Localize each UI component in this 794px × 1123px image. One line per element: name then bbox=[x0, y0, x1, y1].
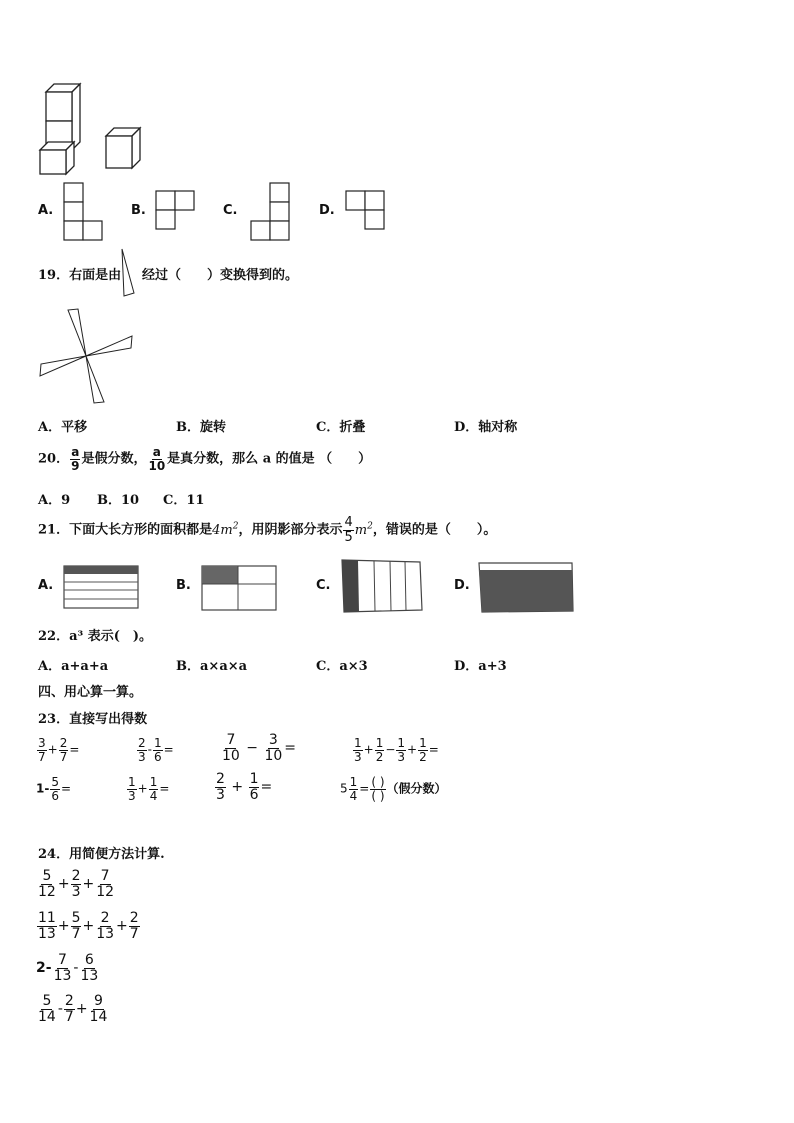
q21-option-c-label[interactable]: C. bbox=[316, 578, 331, 593]
option-d-label[interactable]: D. bbox=[319, 203, 335, 218]
q23-expr-3: $\frac{7}{10}$ − $\frac{3}{10}$ = bbox=[222, 732, 297, 764]
q19-option-c-letter: C． bbox=[316, 420, 340, 435]
q21-option-b-label[interactable]: B. bbox=[176, 578, 191, 593]
q22-option-d[interactable]: D．a+3 bbox=[454, 659, 507, 674]
q22-option-b[interactable]: B．a×a×a bbox=[176, 659, 248, 674]
option-b-shape[interactable] bbox=[155, 190, 197, 232]
fraction: $\frac{4}{5}$ bbox=[344, 515, 353, 545]
q21-option-a-label[interactable]: A. bbox=[38, 578, 54, 593]
q22-option-c[interactable]: C．a×3 bbox=[316, 659, 368, 674]
q24-expr-2: $\frac{11}{13}$ + $\frac{5}{7}$ + $\frac{2}{13}$ + $\frac{2}{7}$ bbox=[38, 910, 139, 942]
q19-text-a: 右面是由 bbox=[69, 268, 122, 283]
q19-option-c-text: 折叠 bbox=[339, 420, 366, 435]
q19-option-b[interactable] bbox=[176, 416, 226, 435]
q19-option-b-text: 旋转 bbox=[200, 420, 227, 435]
pinwheel-figure bbox=[36, 308, 136, 404]
q24-expr-1: $\frac{5}{12}$ + $\frac{2}{3}$ + $\frac{7}{12}$ bbox=[38, 868, 115, 900]
q24-expr-3: 2- $\frac{7}{13}$ - $\frac{6}{13}$ bbox=[36, 952, 99, 984]
option-c-label[interactable]: C. bbox=[223, 203, 238, 218]
q19-number: 19． bbox=[38, 268, 70, 283]
q21-line: 21．下面大长方形的面积都是$4m^2$，用阴影部分表示 $\frac{4}{5}$ $m^2$，错误的是（ ）。 bbox=[38, 515, 497, 545]
q21-option-a-rect[interactable] bbox=[62, 564, 140, 610]
option-d-shape[interactable] bbox=[345, 190, 387, 232]
fraction: $\frac{a}{9}$ bbox=[71, 445, 80, 473]
q22-option-a[interactable]: A．a+a+a bbox=[38, 659, 109, 674]
q19-option-d-letter: D． bbox=[454, 420, 479, 435]
q19-option-d[interactable] bbox=[454, 416, 517, 435]
section-heading: 四、用心算一算。 bbox=[38, 685, 143, 700]
fraction: $\frac{a}{10}$ bbox=[148, 445, 166, 473]
q20-number: 20． bbox=[38, 451, 70, 467]
triangle-icon bbox=[120, 248, 136, 298]
q24-expr-4: $\frac{5}{14}$ - $\frac{2}{7}$ + $\frac{9}{14}$ bbox=[38, 993, 108, 1025]
q22-line: 22．a³ 表示( )。 bbox=[38, 629, 153, 644]
q20-option-c[interactable]: C．11 bbox=[163, 493, 205, 508]
q20-text-b: 是真分数，那么 a 的值是 （ ） bbox=[167, 451, 372, 467]
q19-option-a-letter: A． bbox=[38, 420, 62, 435]
q19-text-b: 经过（ ）变换得到的。 bbox=[142, 268, 299, 283]
q19-option-a-text: 平移 bbox=[61, 420, 88, 435]
cube-stack-figure bbox=[36, 82, 116, 178]
q23-expr-6: $\frac{1}{3}$ + $\frac{1}{4}$ = bbox=[128, 775, 170, 803]
q19-option-a[interactable] bbox=[38, 416, 87, 435]
q20-option-b[interactable]: B．10 bbox=[97, 493, 140, 508]
q21-option-d-label[interactable]: D. bbox=[454, 578, 470, 593]
q23-expr-8: 5 $\frac{1}{4}$ = $\frac{( )}{( )}$ （假分数） bbox=[340, 775, 447, 803]
q19-option-b-letter: B． bbox=[176, 420, 200, 435]
q23-expr-5: 1- $\frac{5}{6}$ = bbox=[36, 775, 72, 803]
q21-option-d-rect[interactable] bbox=[476, 560, 576, 614]
q21-option-b-rect[interactable] bbox=[200, 564, 278, 612]
q19-option-c[interactable] bbox=[316, 416, 365, 435]
q20-option-a[interactable]: A．9 bbox=[38, 493, 71, 508]
q23-expr-2: $\frac{2}{3}$ - $\frac{1}{6}$ = bbox=[138, 736, 174, 764]
option-b-label[interactable]: B. bbox=[131, 203, 146, 218]
q19-option-d-text: 轴对称 bbox=[478, 420, 518, 435]
q24-line: 24．用简便方法计算. bbox=[38, 847, 165, 862]
option-a-label[interactable]: A. bbox=[38, 203, 54, 218]
q23-expr-1: $\frac{3}{7}$ + $\frac{2}{7}$ = bbox=[38, 736, 80, 764]
option-a-shape[interactable] bbox=[63, 182, 105, 242]
q20-text-a: 是假分数， bbox=[81, 451, 147, 467]
q23-expr-4: $\frac{1}{3}$ + $\frac{1}{2}$ − $\frac{1}{3}$ + $\frac{1}{2}$ = bbox=[354, 736, 439, 764]
q20-line bbox=[38, 446, 371, 472]
q19-line bbox=[38, 264, 121, 283]
answer-blank[interactable]: $\frac{( )}{( )}$ bbox=[371, 775, 385, 803]
q23-line: 23．直接写出得数 bbox=[38, 712, 148, 727]
q21-option-c-rect[interactable] bbox=[340, 558, 424, 614]
option-c-shape[interactable] bbox=[250, 182, 292, 242]
q23-expr-7: $\frac{2}{3}$ + $\frac{1}{6}$ = bbox=[216, 771, 273, 803]
